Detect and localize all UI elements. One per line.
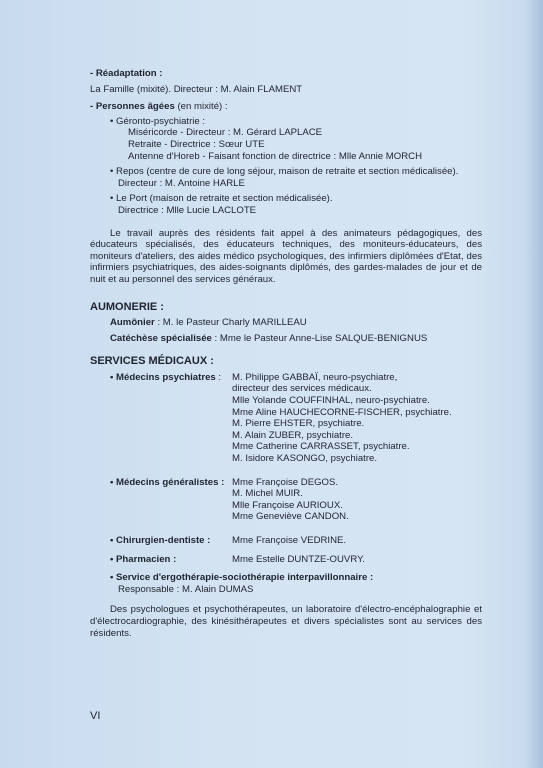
readaptation-line: La Famille (mixité). Directeur : M. Alain FLAMENT — [90, 83, 303, 95]
geronto-line: Retraite - Directrice : Sœur UTE — [128, 138, 265, 150]
generalistes-label: • Médecins généralistes : — [110, 476, 225, 488]
catechese-line — [90, 333, 482, 345]
pharmacien-block — [90, 554, 482, 566]
psychiatre-entry: M. Pierre EHSTER, psychiatre. — [232, 418, 365, 430]
aumonerie-heading: AUMONERIE : — [90, 300, 164, 313]
geronto-line: Miséricorde - Directeur : M. Gérard LAPLACE — [128, 127, 323, 139]
repos-director: Directeur : M. Antoine HARLE — [118, 177, 245, 189]
psychiatre-entry: directeur des services médicaux. — [232, 383, 372, 395]
aumonier-line — [90, 317, 482, 329]
geronto-list — [90, 127, 482, 162]
psychiatres-block — [90, 372, 482, 465]
psychiatres-label-cell — [110, 372, 232, 465]
repos-item: • Repos (centre de cure de long séjour, maison de retraite et section médicalisée). — [110, 166, 459, 178]
generalistes-list — [232, 477, 482, 523]
generalistes-block — [90, 477, 482, 523]
page-number: VI — [90, 710, 101, 722]
ergotherapie-responsable: Responsable : M. Alain DUMAS — [118, 583, 254, 595]
psychiatre-entry: M. Isidore KASONGO, psychiatre. — [232, 453, 378, 465]
psychiatre-entry: Mme Aline HAUCHECORNE-FISCHER, psychiatre. — [232, 406, 452, 418]
port-item: • Le Port (maison de retraite et section médicalisée). — [110, 193, 333, 205]
dentiste-value: Mme Françoise VEDRINE. — [232, 535, 347, 546]
travail-paragraph: Le travail auprès des résidents fait appel à des animateurs pédagogiques, des éducateurs spécialisés, des éducateurs techniques, des moniteurs-éducateurs, des moniteurs d'ateliers, des aides médico psychologiques, des infirmiers diplômées d'Etat, des infirmiers psychiatriques, des aides-soignants diplômés, des gardes-malades de jour et de nuit et au personnel des services généraux. — [90, 227, 482, 285]
generaliste-entry: Mlle Françoise AURIOUX. — [232, 499, 343, 511]
pharmacien-label: • Pharmacien : — [110, 553, 177, 565]
generaliste-entry: Mme Françoise DEGOS. — [232, 476, 339, 488]
personnes-heading-line — [90, 101, 482, 113]
page-edge-shadow — [525, 0, 543, 768]
psychiatre-entry: M. Philippe GABBAÏ, neuro-psychiatre, — [232, 371, 398, 383]
personnes-heading-suffix: (en mixité) : — [174, 101, 228, 113]
catechese-label: Catéchèse spécialisée — [110, 332, 212, 344]
personnes-heading: - Personnes âgées — [90, 101, 175, 113]
psychiatres-list — [232, 372, 482, 465]
geronto-item: • Géronto-psychiatrie : — [110, 115, 206, 127]
services-heading: SERVICES MÉDICAUX : — [90, 355, 214, 368]
final-paragraph: Des psychologues et psychothérapeutes, un laboratoire d'électro-encéphalographie et d'électrocardiographie, des kinésithérapeutes et divers spécialistes sont au services des résidents. — [90, 604, 482, 639]
ergotherapie-label: • Service d'ergothérapie-sociothérapie interpavillonnaire : — [110, 572, 374, 584]
catechese-value: : Mme le Pasteur Anne-Lise SALQUE-BENIGNUS — [211, 332, 428, 344]
aumonier-label: Aumônier — [110, 317, 155, 329]
psychiatres-label: • Médecins psychiatres — [110, 371, 216, 383]
psychiatre-entry: M. Alain ZUBER, psychiatre. — [232, 429, 354, 441]
psychiatre-entry: Mme Catherine CARRASSET, psychiatre. — [232, 441, 410, 453]
geronto-line: Antenne d'Horeb - Faisant fonction de directrice : Mlle Annie MORCH — [128, 150, 423, 162]
document-body — [90, 68, 482, 639]
pharmacien-value: Mme Estelle DUNTZE-OUVRY. — [232, 553, 365, 565]
psychiatres-colon: : — [215, 371, 222, 383]
readaptation-heading: - Réadaptation : — [90, 68, 163, 79]
psychiatre-entry: Mlle Yolande COUFFINHAL, neuro-psychiatre. — [232, 395, 430, 407]
dentiste-label: • Chirurgien-dentiste : — [110, 535, 211, 546]
generaliste-entry: M. Michel MUIR. — [232, 488, 303, 500]
aumonier-value: : M. le Pasteur Charly MARILLEAU — [154, 317, 307, 329]
port-director: Directrice : Mlle Lucie LACLOTE — [118, 204, 257, 216]
dentiste-block — [90, 535, 482, 547]
generaliste-entry: Mme Geneviève CANDON. — [232, 511, 349, 523]
